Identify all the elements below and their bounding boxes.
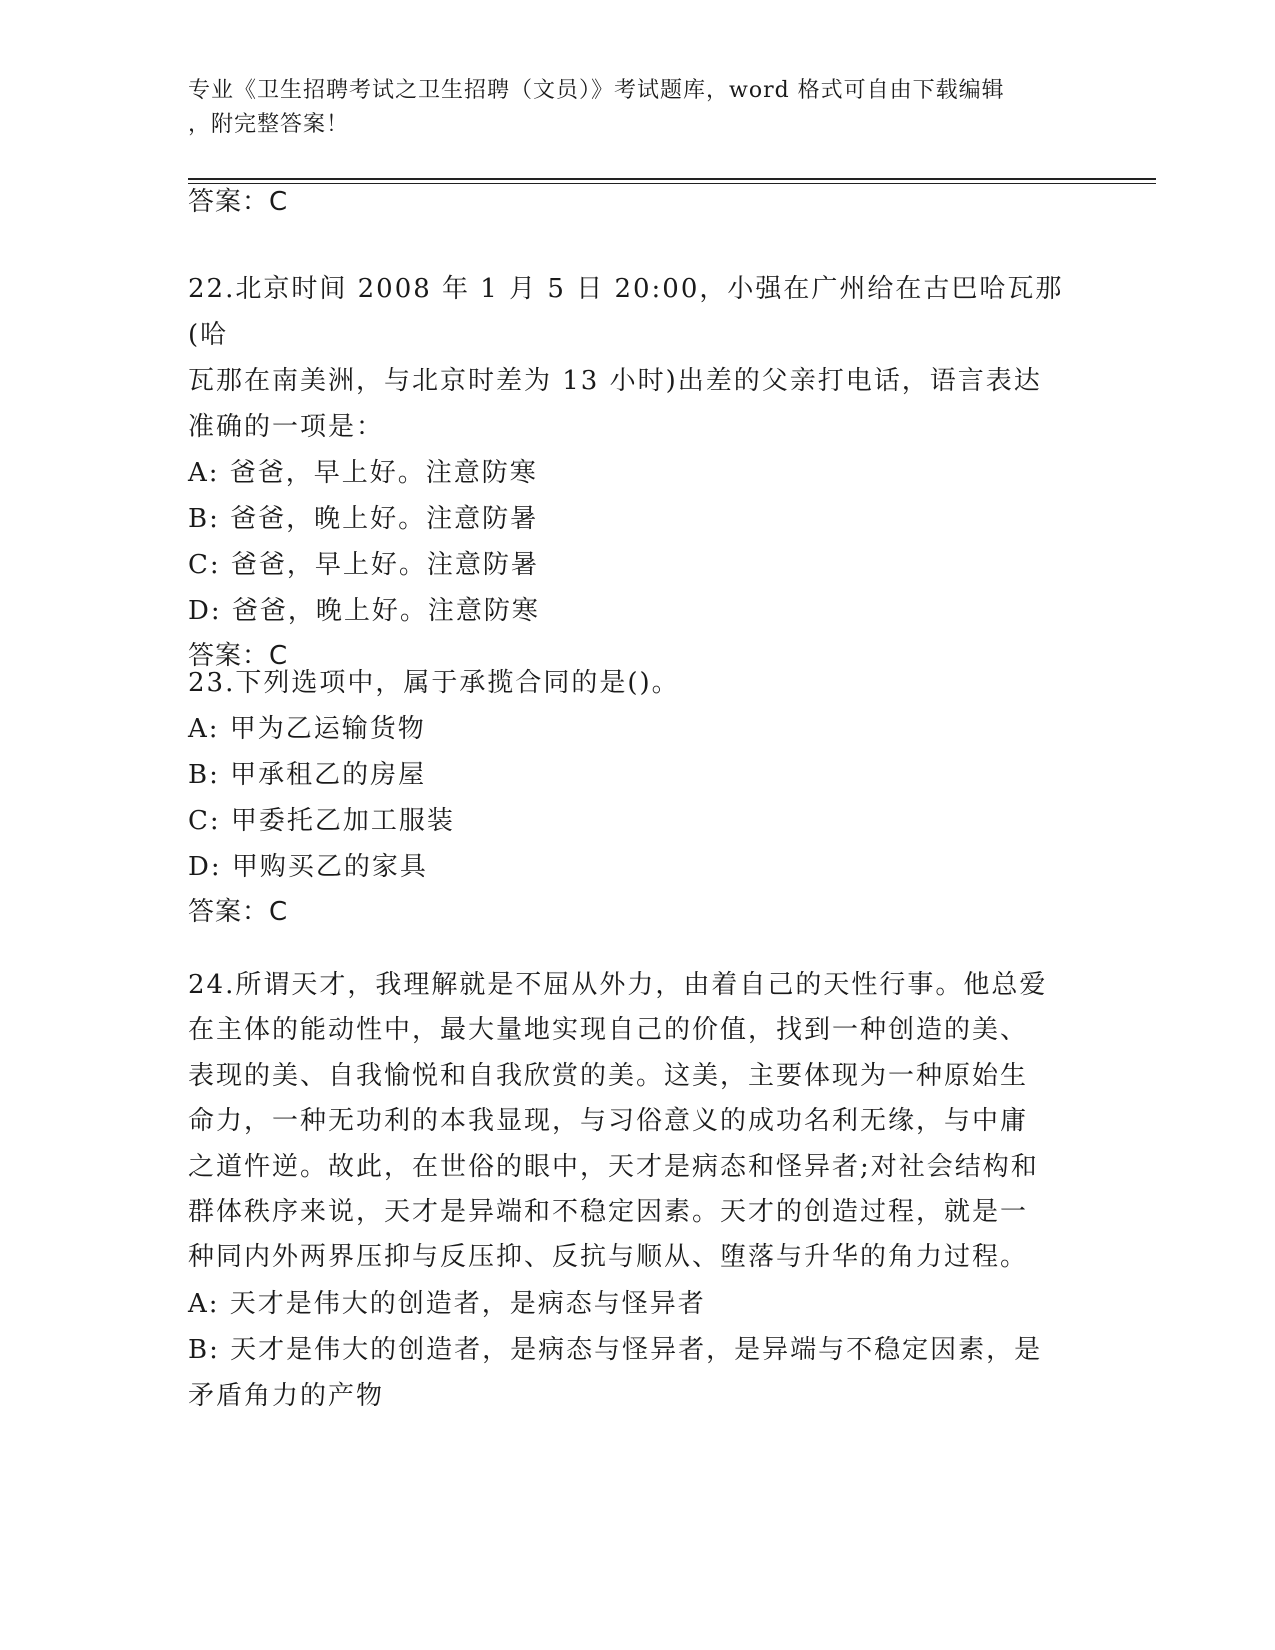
question-stem-line: 群体秩序来说，天才是异端和不稳定因素。天才的创造过程，就是一 [188, 1197, 1029, 1228]
page-header [188, 74, 1088, 142]
question-23 [188, 660, 1088, 934]
question-24 [188, 963, 1088, 1419]
option-b: B: 爸爸，晚上好。注意防暑 [188, 504, 539, 534]
question-stem-line: 24.所谓天才，我理解就是不屈从外力，由着自己的天性行事。他总爱 [188, 970, 1048, 1000]
question-stem-line: 表现的美、自我愉悦和自我欣赏的美。这美，主要体现为一种原始生 [188, 1060, 1029, 1091]
answer-line: 答案：C [188, 641, 289, 671]
option-d: D: 甲购买乙的家具 [188, 852, 428, 882]
option-a: A: 爸爸，早上好。注意防寒 [188, 458, 538, 488]
option-b-continued: 矛盾角力的产物 [188, 1380, 385, 1411]
header-line-1: 专业《卫生招聘考试之卫生招聘（文员）》考试题库，word 格式可自由下载编辑 [188, 78, 1005, 103]
question-stem-line: 种同内外两界压抑与反压抑、反抗与顺从、堕落与升华的角力过程。 [188, 1242, 1029, 1273]
question-stem-line: 准确的一项是： [188, 412, 385, 442]
question-stem-line: 之道忤逆。故此，在世俗的眼中，天才是病态和怪异者;对社会结构和 [188, 1151, 1039, 1182]
previous-answer-block [188, 180, 1088, 224]
question-stem-line: 瓦那在南美洲，与北京时差为 13 小时)出差的父亲打电话，语言表达 [188, 366, 1042, 396]
option-b: B: 甲承租乙的房屋 [188, 760, 427, 790]
question-stem-line: 23.下列选项中，属于承揽合同的是()。 [188, 668, 680, 698]
answer-line: 答案：C [188, 897, 289, 927]
option-a: A: 甲为乙运输货物 [188, 714, 426, 744]
question-stem-line: 22.北京时间 2008 年 1 月 5 日 20:00，小强在广州给在古巴哈瓦那(哈 [188, 274, 1064, 350]
question-22 [188, 266, 1088, 678]
question-stem-line: 命力，一种无功利的本我显现，与习俗意义的成功名利无缘，与中庸 [188, 1106, 1029, 1137]
question-stem-line: 在主体的能动性中，最大量地实现自己的价值，找到一种创造的美、 [188, 1015, 1029, 1046]
option-c: C: 爸爸，早上好。注意防暑 [188, 550, 539, 580]
answer-line: 答案：C [188, 187, 289, 217]
option-a: A: 天才是伟大的创造者，是病态与怪异者 [188, 1288, 706, 1319]
option-b: B: 天才是伟大的创造者，是病态与怪异者，是异端与不稳定因素，是 [188, 1334, 1043, 1365]
option-d: D: 爸爸，晚上好。注意防寒 [188, 596, 540, 626]
option-c: C: 甲委托乙加工服装 [188, 806, 455, 836]
header-line-2: ，附完整答案！ [188, 112, 350, 137]
